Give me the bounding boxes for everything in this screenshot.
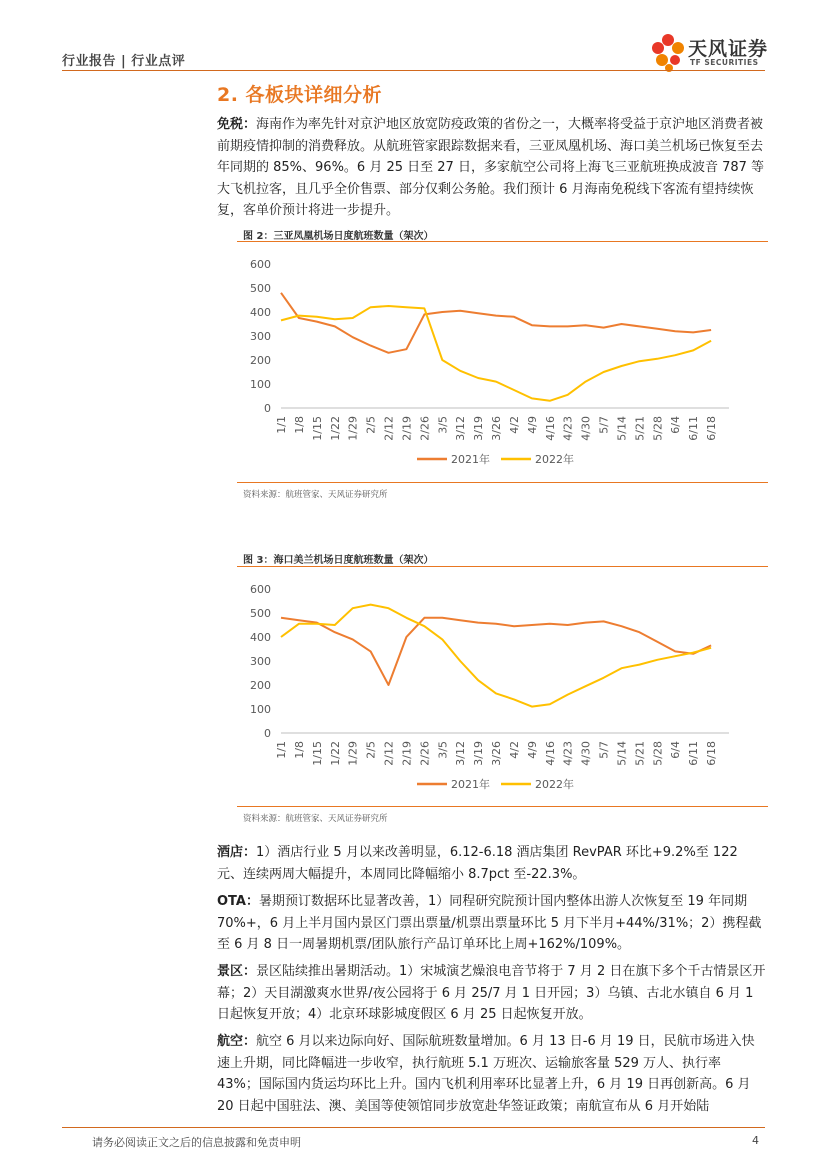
x-tick-label: 4/9 bbox=[525, 416, 539, 434]
series-line-1 bbox=[281, 618, 711, 685]
x-tick-label: 6/4 bbox=[669, 741, 683, 759]
x-tick-label: 6/18 bbox=[705, 741, 719, 766]
y-tick-label: 0 bbox=[264, 402, 271, 415]
x-tick-label: 3/19 bbox=[472, 741, 486, 766]
logo-flower-icon bbox=[648, 30, 688, 74]
paragraph-label: 酒店： bbox=[217, 845, 257, 860]
x-tick-label: 4/2 bbox=[507, 741, 521, 759]
x-tick-label: 3/12 bbox=[454, 416, 468, 441]
paragraph-hotel bbox=[217, 842, 767, 885]
paragraph-text: 航空 6 月以来边际向好、国际航班数量增加。6 月 13 日-6 月 19 日，民航市场进入快速上升期，同比降幅进一步收窄，执行航班 5.1 万班次、运输旅客量 529 万人、执行率 43%；国际国内货运均环比上升。国内飞机利用率环比显著上升，6 月 19 日再创新高。6 月 20 日起中国驻法、澳、美国等使领馆同步放宽赴华签证政策；南航宣布从 6 月开始陆 bbox=[217, 1034, 755, 1114]
x-tick-label: 2/26 bbox=[418, 416, 432, 441]
x-tick-label: 5/28 bbox=[651, 741, 665, 766]
x-tick-label: 3/26 bbox=[490, 416, 504, 441]
x-tick-label: 4/30 bbox=[579, 741, 593, 766]
x-tick-label: 6/18 bbox=[705, 416, 719, 441]
y-tick-label: 100 bbox=[250, 378, 271, 391]
x-tick-label: 4/23 bbox=[561, 741, 575, 766]
x-tick-label: 2/12 bbox=[382, 741, 396, 766]
x-tick-label: 2/19 bbox=[400, 741, 414, 766]
x-tick-label: 5/7 bbox=[597, 416, 611, 434]
header-rule bbox=[62, 70, 765, 71]
paragraph-ota bbox=[217, 891, 767, 956]
paragraph-label: 航空： bbox=[217, 1034, 257, 1049]
haikou-flights-chart bbox=[237, 571, 768, 803]
figure-rule-bottom bbox=[237, 482, 768, 483]
series-line-2 bbox=[281, 605, 711, 707]
figure-title: 图 2：三亚凤凰机场日度航班数量（架次） bbox=[243, 231, 434, 242]
footer-rule bbox=[62, 1127, 765, 1128]
x-tick-label: 3/26 bbox=[490, 741, 504, 766]
paragraph-text: 1）酒店行业 5 月以来改善明显，6.12-6.18 酒店集团 RevPAR 环比+9.2%至 122 元、连续两周大幅提升，本周同比降幅缩小 8.7pct 至-22.3%。 bbox=[217, 845, 738, 882]
sanya-flights-chart bbox=[237, 246, 768, 478]
paragraph-duty-free bbox=[217, 114, 767, 222]
x-tick-label: 5/14 bbox=[615, 416, 629, 441]
series-line-2 bbox=[281, 306, 711, 401]
x-tick-label: 5/28 bbox=[651, 416, 665, 441]
x-tick-label: 4/16 bbox=[543, 741, 557, 766]
y-tick-label: 200 bbox=[250, 679, 271, 692]
paragraph-label: 免税： bbox=[217, 117, 257, 132]
x-tick-label: 1/29 bbox=[346, 416, 360, 441]
y-tick-label: 100 bbox=[250, 703, 271, 716]
x-tick-label: 2/5 bbox=[364, 416, 378, 434]
x-tick-label: 1/8 bbox=[292, 416, 306, 434]
y-tick-label: 0 bbox=[264, 727, 271, 740]
x-tick-label: 4/30 bbox=[579, 416, 593, 441]
x-tick-label: 3/12 bbox=[454, 741, 468, 766]
x-tick-label: 2/26 bbox=[418, 741, 432, 766]
figure-rule-bottom bbox=[237, 806, 768, 807]
x-tick-label: 3/5 bbox=[436, 741, 450, 759]
x-tick-label: 1/1 bbox=[275, 741, 288, 759]
paragraph-text: 景区陆续推出暑期活动。1）宋城演艺燥浪电音节将于 7 月 2 日在旗下多个千古情景区开幕；2）天目湖激爽水世界/夜公园将于 6 月 25/7 月 1 日开园；3）乌镇、古北水镇自 6 月 1 日起恢复开放；4）北京环球影城度假区 6 月 25 日起恢复开放。 bbox=[217, 964, 766, 1022]
x-tick-label: 6/11 bbox=[687, 741, 701, 766]
legend-label: 2022年 bbox=[535, 778, 574, 791]
figure-title: 图 3：海口美兰机场日度航班数量（架次） bbox=[243, 555, 434, 566]
y-tick-label: 400 bbox=[250, 631, 271, 644]
x-tick-label: 4/16 bbox=[543, 416, 557, 441]
x-tick-label: 2/19 bbox=[400, 416, 414, 441]
section-title: 2. 各板块详细分析 bbox=[217, 84, 383, 106]
paragraph-text: 暑期预订数据环比显著改善，1）同程研究院预计国内整体出游人次恢复至 19 年同期 70%+，6 月上半月国内景区门票出票量/机票出票量环比 5 月下半月+44%/31%；2）携程截至 6 月 8 日一周暑期机票/团队旅行产品订单环比上周+162%/109%。 bbox=[217, 894, 762, 952]
x-tick-label: 4/9 bbox=[525, 741, 539, 759]
y-tick-label: 200 bbox=[250, 354, 271, 367]
paragraph-label: 景区： bbox=[217, 964, 257, 979]
figure-source: 资料来源：航班管家、天风证券研究所 bbox=[243, 814, 388, 824]
y-tick-label: 500 bbox=[250, 607, 271, 620]
x-tick-label: 1/22 bbox=[328, 416, 342, 441]
x-tick-label: 4/2 bbox=[507, 416, 521, 434]
x-tick-label: 1/1 bbox=[275, 416, 288, 434]
y-tick-label: 500 bbox=[250, 282, 271, 295]
logo-subtext: TF SECURITIES bbox=[690, 58, 759, 67]
paragraph-label: OTA： bbox=[217, 894, 259, 909]
x-tick-label: 4/23 bbox=[561, 416, 575, 441]
figure-rule bbox=[237, 566, 768, 567]
legend-label: 2021年 bbox=[451, 453, 490, 466]
y-tick-label: 600 bbox=[250, 258, 271, 271]
x-tick-label: 1/22 bbox=[328, 741, 342, 766]
x-tick-label: 6/4 bbox=[669, 416, 683, 434]
x-tick-label: 1/15 bbox=[310, 741, 324, 766]
x-tick-label: 5/7 bbox=[597, 741, 611, 759]
figure-source: 资料来源：航班管家、天风证券研究所 bbox=[243, 490, 388, 500]
footer-disclaimer: 请务必阅读正文之后的信息披露和免责申明 bbox=[92, 1136, 301, 1149]
x-tick-label: 3/5 bbox=[436, 416, 450, 434]
x-tick-label: 1/8 bbox=[292, 741, 306, 759]
x-tick-label: 2/5 bbox=[364, 741, 378, 759]
series-line-1 bbox=[281, 293, 711, 353]
legend-label: 2021年 bbox=[451, 778, 490, 791]
legend-label: 2022年 bbox=[535, 453, 574, 466]
logo-text: 天风证券 bbox=[688, 38, 769, 60]
y-tick-label: 600 bbox=[250, 583, 271, 596]
company-logo bbox=[648, 30, 768, 74]
y-tick-label: 300 bbox=[250, 655, 271, 668]
report-category: 行业报告 | 行业点评 bbox=[62, 54, 186, 69]
x-tick-label: 5/14 bbox=[615, 741, 629, 766]
x-tick-label: 5/21 bbox=[633, 416, 647, 441]
x-tick-label: 1/15 bbox=[310, 416, 324, 441]
y-tick-label: 300 bbox=[250, 330, 271, 343]
x-tick-label: 3/19 bbox=[472, 416, 486, 441]
page-number: 4 bbox=[752, 1134, 759, 1147]
figure-rule bbox=[237, 241, 768, 242]
paragraph-aviation bbox=[217, 1031, 767, 1117]
x-tick-label: 2/12 bbox=[382, 416, 396, 441]
x-tick-label: 1/29 bbox=[346, 741, 360, 766]
y-tick-label: 400 bbox=[250, 306, 271, 319]
x-tick-label: 5/21 bbox=[633, 741, 647, 766]
paragraph-text: 海南作为率先针对京沪地区放宽防疫政策的省份之一，大概率将受益于京沪地区消费者被前期疫情抑制的消费释放。从航班管家跟踪数据来看，三亚凤凰机场、海口美兰机场已恢复至去年同期的 85%、96%。6 月 25 日至 27 日，多家航空公司将上海飞三亚航班换成波音 787 等大飞机拉客，且几乎全价售票、部分仅剩公务舱。我们预计 6 月海南免税线下客流有望持续恢复，客单价预计将进一步提升。 bbox=[217, 117, 765, 218]
paragraph-scenic bbox=[217, 961, 767, 1026]
x-tick-label: 6/11 bbox=[687, 416, 701, 441]
